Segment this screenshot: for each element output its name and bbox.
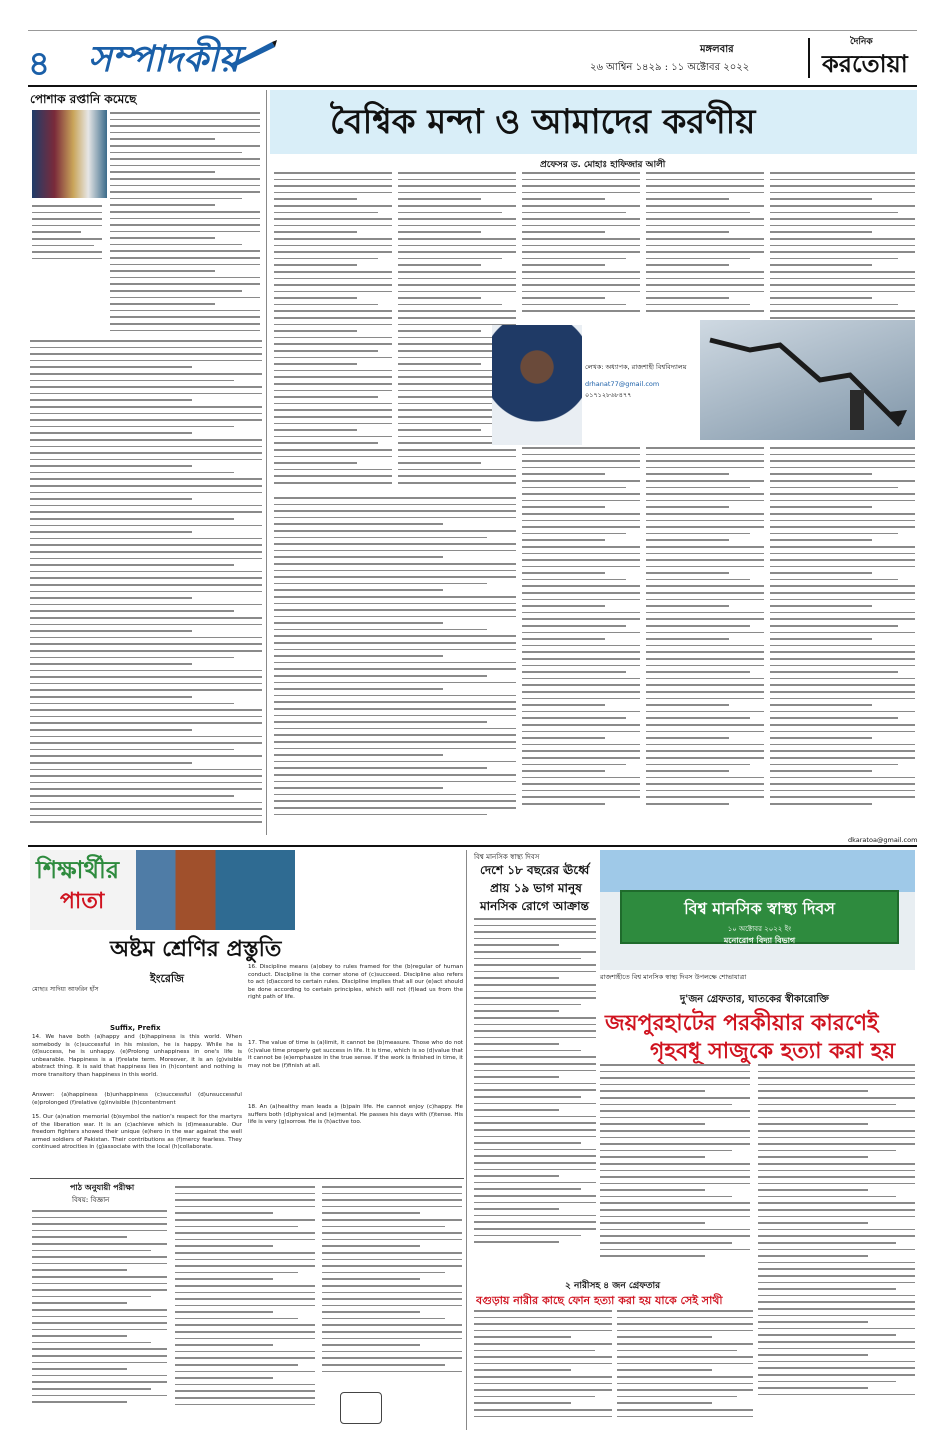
- mid-page-rule: [28, 845, 917, 847]
- paper-name: করতোয়া: [822, 49, 908, 78]
- masthead-top-rule: [28, 30, 917, 31]
- mh-headline-top: দেশে ১৮ বছরের ঊর্ধ্বে: [480, 863, 590, 877]
- main-lower-col0: [274, 497, 516, 832]
- bogura-body-col1: [474, 1310, 612, 1422]
- pen-nib-icon: [228, 38, 278, 68]
- main-article-byline: প্রফেসর ড. মোহাঃ হাফিজার আলী: [540, 160, 666, 170]
- main-lower-col1: [522, 447, 640, 832]
- left-column-title: পোশাক রপ্তানি কমেছে: [30, 92, 137, 106]
- paper-name-small: দৈনিক: [850, 37, 873, 47]
- student-teacher: মোছাঃ সাদিয়া আফরিন হাঁস: [32, 986, 99, 993]
- recession-chart-photo: [700, 320, 915, 440]
- author-phone: ০১৭১২৮৬৮৪৭৭: [585, 391, 632, 399]
- test-top-rule: [30, 1178, 464, 1179]
- mh-banner-org: মনোরোগ বিদ্যা বিভাগ: [723, 935, 796, 945]
- mh-banner-date: ১০ অক্টোবর ২০২২ ইং: [727, 925, 792, 933]
- left-column-divider: [266, 90, 267, 835]
- english-q18: 18. An (a)healthy man leads a (b)pain life. He cannot enjoy (c)happy. He suffers both (d)physical and (e)mental. He passes his days with (f)tense. His life is very (g)sorrow. He is (h)active too.: [248, 1104, 463, 1126]
- english-a14: Answer: (a)happiness (b)unhappiness (c)successful (d)unsuccessful (e)prolonged (f)relative (g)invisible (h)contentment: [32, 1092, 242, 1106]
- footer-email[interactable]: dkaratoa@gmail.com: [848, 836, 918, 844]
- mh-banner: [620, 890, 899, 944]
- test-col3: [322, 1186, 462, 1386]
- student-divider: [466, 850, 467, 1430]
- main-col1: [274, 172, 392, 492]
- mh-photo-caption: রাজশাহীতে বিশ্ব মানসিক স্বাস্থ্য দিবস উপলক্ষে শোভাযাত্রা: [600, 973, 747, 981]
- murder-headline-2: গৃহবধূ সাজুকে হত্যা করা হয়: [650, 1038, 896, 1064]
- author-caption: লেখক: অধ্যাপক, রাজশাহী বিশ্ববিদ্যালয়: [585, 363, 687, 371]
- falling-arrow-icon: [700, 320, 915, 440]
- section-title: সম্পাদকীয়: [88, 38, 240, 80]
- main-col4: [646, 172, 764, 322]
- masthead-date: ২৬ আশ্বিন ১৪২৯ : ১১ অক্টোবর ২০২২: [590, 62, 750, 73]
- murder-body-col2: [758, 1064, 915, 1424]
- mh-photo: [600, 850, 915, 970]
- main-article-title: বৈশ্বিক মন্দা ও আমাদের করণীয়: [330, 102, 756, 142]
- test-col2: [175, 1186, 315, 1416]
- author-email[interactable]: drhanat77@gmail.com: [585, 380, 660, 388]
- author-photo: [492, 325, 582, 445]
- english-q17: 17. The value of time is (a)limit, it cannot be (b)measure. Those who do not (c)value time properly get success in life. It is time, which is so (d)value that it cannot be (e)emphasize in the true sense. If the work is finished in time, it may not be (f)finish at all.: [248, 1040, 463, 1069]
- english-q15: 15. Our (a)nation memorial (b)symbol the nation's respect for the martyrs of the liberation war. It is an (c)achieve which is (d)measurable. Our freedom fighters showed their unique (e)hero in the war against the well armed soldiers of Pakistan. Their contributions as (f)mercy fearless. They continued atrocities in (g)associate with the local (h)collaborate.: [32, 1114, 242, 1151]
- main-lower-col2: [646, 447, 764, 832]
- mh-headline-bot: মানসিক রোগে আক্রান্ত: [480, 899, 589, 913]
- test-col1: [32, 1210, 167, 1415]
- left-body-text: [30, 340, 262, 830]
- left-intro-text: [110, 112, 260, 332]
- test-subject: বিষয়: বিজ্ঞান: [72, 1196, 110, 1204]
- bogura-body-col2: [617, 1310, 753, 1422]
- left-pullquote-box: [32, 205, 102, 265]
- student-subject: ইংরেজি: [150, 972, 184, 985]
- student-heading: অষ্টম শ্রেণির প্রস্তুতি: [110, 936, 282, 962]
- murder-kicker: দু'জন গ্রেফতার, ঘাতকের স্বীকারোক্তি: [680, 994, 829, 1005]
- mh-body-text: [474, 918, 596, 1273]
- masthead-bottom-rule: [28, 85, 917, 87]
- mh-banner-title: বিশ্ব মানসিক স্বাস্থ্য দিবস: [684, 899, 835, 918]
- masthead-weekday: মঙ্গলবার: [700, 44, 734, 55]
- bogura-headline: বগুড়ায় নারীর কাছে ফোন হত্যা করা হয় যাকে সেই সাথী: [476, 1294, 723, 1307]
- page-number: ৪: [28, 44, 51, 84]
- murder-body-col1: [600, 1064, 750, 1274]
- student-page-title-2: পাতা: [60, 888, 105, 914]
- english-heading: Suffix, Prefix: [110, 1024, 161, 1032]
- garment-photo: [32, 110, 107, 198]
- mh-headline-mid: প্রায় ১৯ ভাগ মানুষ: [490, 881, 582, 895]
- student-page-title-1: শিক্ষার্থীর: [36, 855, 120, 884]
- english-q16: 16. Discipline means (a)obey to rules framed for the (b)regular of human conduct. Discipline is the corner stone of (c)succeed. Discipline also refers to act (d)accord to certain rules. Discipline implies that all our (e)act should be done according to certain principles, which will not (f)lead us from the right path of life.: [248, 964, 463, 1001]
- main-col3: [522, 172, 640, 322]
- test-title: পাঠ অনুযায়ী পরীক্ষা: [70, 1182, 135, 1192]
- bogura-kicker: ২ নারীসহ ৪ জন গ্রেফতার: [565, 1281, 661, 1291]
- test-box-icon: [340, 1392, 382, 1424]
- english-q14: 14. We have both (a)happy and (b)happiness is this world. When somebody is (c)successful in his mission, he is happy. While he is (d)success, he is unhappy. (e)Prolong unhappiness in one's life is unbearable. Happiness is a (f)relate term. Moreover, it is an (g)visible abstract thing. It is said that happiness lies in (h)content and nothing is more transitory than happiness in this world.: [32, 1034, 242, 1078]
- mh-kicker: বিশ্ব মানসিক স্বাস্থ্য দিবস: [474, 853, 540, 861]
- masthead-divider: [808, 38, 810, 78]
- main-lower-col3: [770, 447, 915, 832]
- murder-headline-1: জয়পুরহাটের পরকীয়ার কারণেই: [605, 1010, 879, 1036]
